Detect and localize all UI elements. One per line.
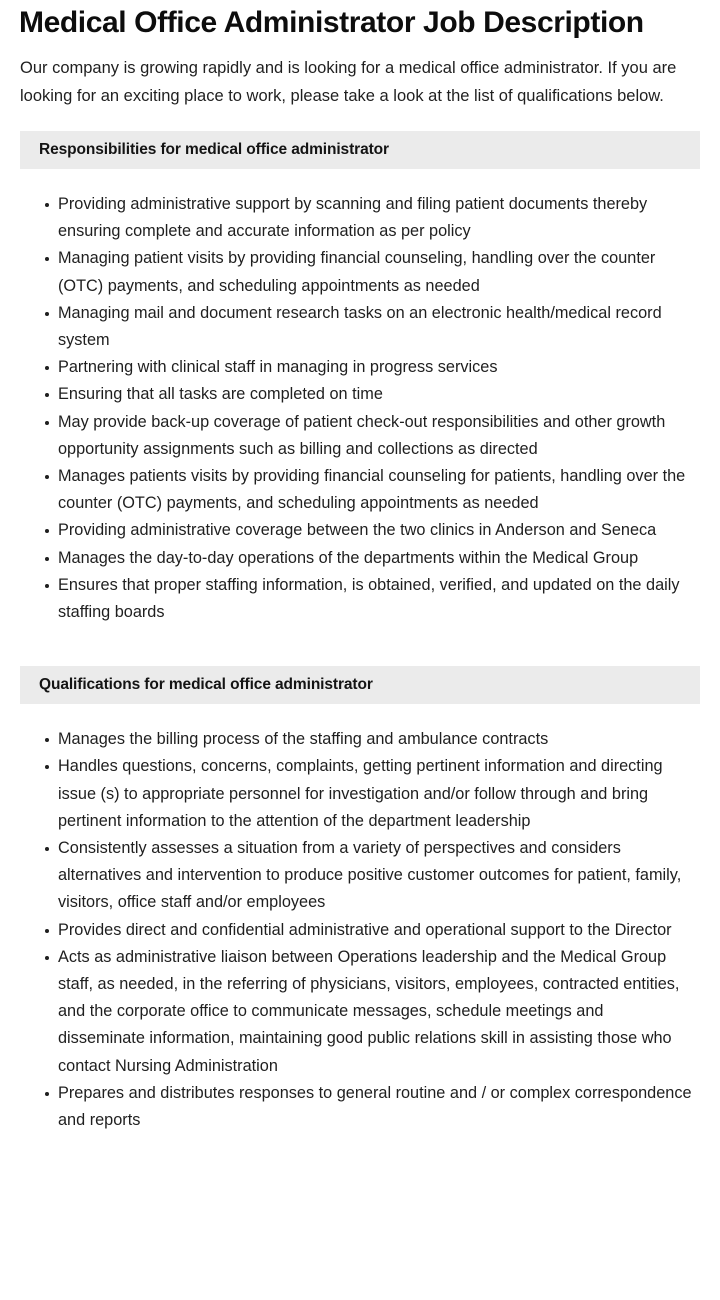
intro-paragraph: Our company is growing rapidly and is looking for a medical office administrator. If you are looking for an exciting place to work, please take a look at the list of qualifications below. xyxy=(20,59,677,105)
list-item: Manages the day-to-day operations of the departments within the Medical Group xyxy=(45,545,694,572)
list-item: Consistently assesses a situation from a variety of perspectives and considers alternatives and intervention to produce positive customer outcomes for patient, family, visitors, office staff and/or employees xyxy=(45,835,694,917)
section-heading: Qualifications for medical office administrator xyxy=(39,676,373,694)
list-item: May provide back-up coverage of patient check-out responsibilities and other growth opportunity assignments such as billing and collections as directed xyxy=(45,409,694,463)
section-heading: Responsibilities for medical office administrator xyxy=(39,141,389,158)
list-item: Ensures that proper staffing information, is obtained, verified, and updated on the daily staffing boards xyxy=(45,572,694,626)
section-spacer xyxy=(0,626,720,645)
list-item: Manages the billing process of the staffing and ambulance contracts xyxy=(45,726,694,753)
job-section xyxy=(0,666,720,1153)
list-item: Ensuring that all tasks are completed on time xyxy=(45,381,694,408)
list-item: Providing administrative coverage between the two clinics in Anderson and Seneca xyxy=(45,517,694,544)
list-item: Manages patients visits by providing financial counseling for patients, handling over the counter (OTC) payments, and scheduling appointments as needed xyxy=(45,463,694,517)
list-item: Prepares and distributes responses to general routine and / or complex correspondence and reports xyxy=(45,1080,694,1134)
list-item: Handles questions, concerns, complaints, getting pertinent information and directing issue (s) to appropriate personnel for investigation and/or follow through and bring pertinent information to the attention of the department leadership xyxy=(45,753,694,835)
list-item: Managing patient visits by providing financial counseling, handling over the counter (OTC) payments, and scheduling appointments as needed xyxy=(45,245,694,299)
job-section xyxy=(0,131,720,645)
sections-container xyxy=(0,131,720,1153)
section-bullet-list xyxy=(0,704,720,1134)
section-header-banner xyxy=(20,666,700,704)
page-title: Medical Office Administrator Job Description xyxy=(19,6,644,39)
list-item: Partnering with clinical staff in managing in progress services xyxy=(45,354,694,381)
section-header-banner xyxy=(20,131,700,169)
list-item: Managing mail and document research tasks on an electronic health/medical record system xyxy=(45,300,694,354)
list-item: Provides direct and confidential administrative and operational support to the Director xyxy=(45,917,694,944)
section-bullet-list xyxy=(0,169,720,626)
section-spacer xyxy=(0,1134,720,1153)
list-item: Acts as administrative liaison between Operations leadership and the Medical Group staff, as needed, in the referring of physicians, visitors, employees, contracted entities, and the corporate office to communicate messages, schedule meetings and disseminate information, maintaining good public relations skill in assisting those who contact Nursing Administration xyxy=(45,944,694,1080)
list-item: Providing administrative support by scanning and filing patient documents thereby ensuring complete and accurate information as per policy xyxy=(45,191,694,245)
